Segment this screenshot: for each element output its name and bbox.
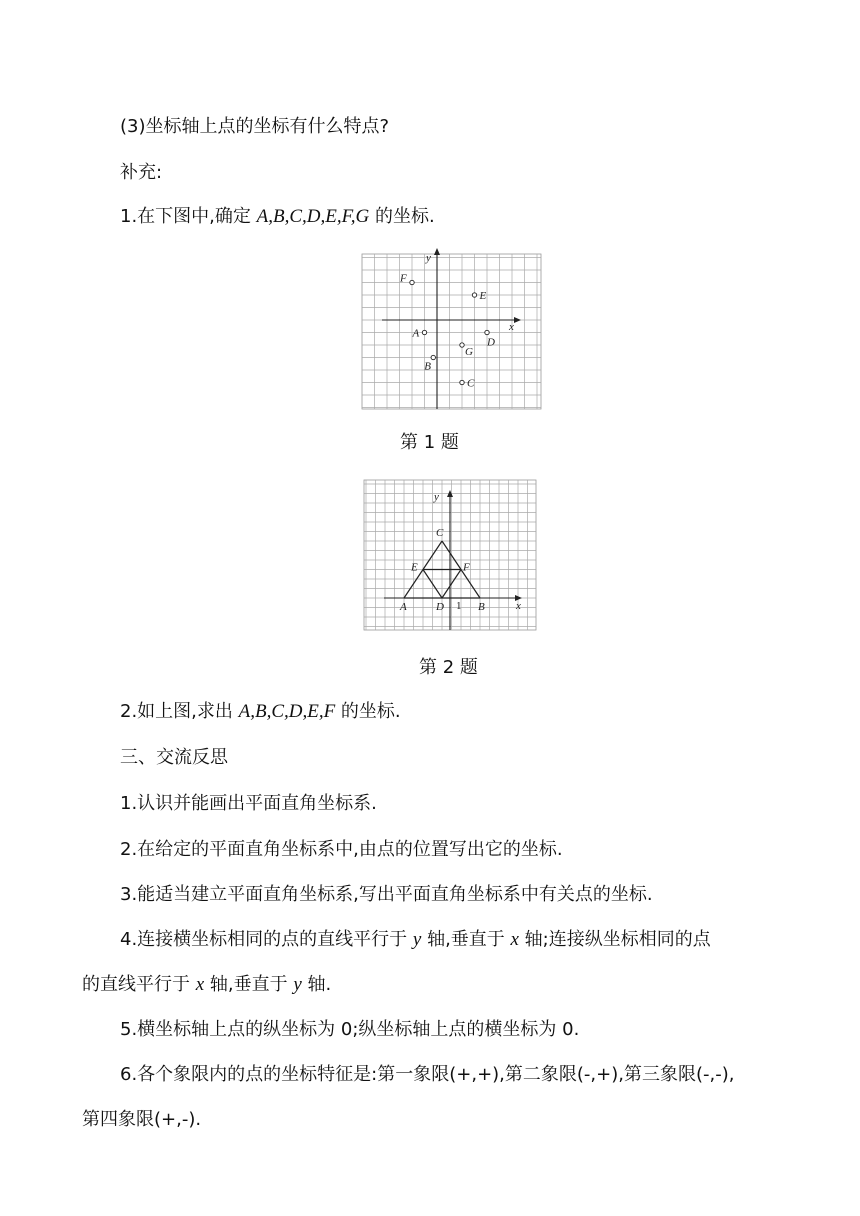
point-label-g: G xyxy=(465,346,473,358)
var-y: y xyxy=(293,974,302,995)
reflection-4-line-1 xyxy=(120,928,711,952)
exercise-1-points: A,B,C,D,E,F,G xyxy=(256,206,370,227)
point-a xyxy=(422,330,426,334)
exercise-2-prefix: 2.如上图,求出 xyxy=(120,701,239,722)
point-f xyxy=(410,280,414,284)
point-label-a: A xyxy=(412,327,420,340)
exercise-1-suffix: 的坐标. xyxy=(369,206,435,227)
reflection-4-text: 轴,垂直于 xyxy=(421,929,511,950)
figure-1-grid xyxy=(360,248,545,413)
figure-1-gridlines xyxy=(362,254,541,409)
point-c xyxy=(460,380,464,384)
question-3: (3)坐标轴上点的坐标有什么特点? xyxy=(120,116,390,137)
reflection-4-text: 的直线平行于 xyxy=(82,974,196,995)
y-axis-arrow xyxy=(434,248,440,255)
supplement-heading: 补充: xyxy=(120,162,163,183)
point-label-f: F xyxy=(463,561,470,574)
reflection-5: 5.横坐标轴上点的纵坐标为 0;纵坐标轴上点的横坐标为 0. xyxy=(120,1019,580,1040)
reflection-3: 3.能适当建立平面直角坐标系,写出平面直角坐标系中有关点的坐标. xyxy=(120,884,653,905)
reflection-4-text: 4.连接横坐标相同的点的直线平行于 xyxy=(120,929,413,950)
reflection-4-text: 轴;连接纵坐标相同的点 xyxy=(518,929,711,950)
exercise-1-prefix: 1.在下图中,确定 xyxy=(120,206,257,227)
reflection-6-line-2: 第四象限(+,-). xyxy=(82,1109,202,1130)
x-axis-label: x xyxy=(509,321,514,333)
reflection-6-line-1: 6.各个象限内的点的坐标特征是:第一象限(+,+),第二象限(-,+),第三象限(-,-), xyxy=(120,1064,735,1085)
figure-2-grid xyxy=(362,478,540,634)
reflection-1: 1.认识并能画出平面直角坐标系. xyxy=(120,793,377,814)
point-d xyxy=(485,330,489,334)
figure-2-caption: 第 2 题 xyxy=(419,657,478,678)
section-3-heading: 三、交流反思 xyxy=(120,747,228,768)
exercise-1 xyxy=(120,205,435,229)
figure-1-caption: 第 1 题 xyxy=(400,432,459,453)
var-x: x xyxy=(510,929,519,950)
point-label-e: E xyxy=(479,290,487,302)
point-label-c: C xyxy=(467,377,475,390)
point-e xyxy=(472,293,476,297)
reflection-4-line-2 xyxy=(82,973,331,997)
tick-label-one: 1 xyxy=(456,600,462,612)
exercise-2 xyxy=(120,700,401,724)
exercise-2-points: A,B,C,D,E,F xyxy=(238,701,336,722)
var-y: y xyxy=(412,929,422,950)
var-x: x xyxy=(195,974,205,995)
point-label-b: B xyxy=(478,601,485,613)
reflection-4-text: 轴,垂直于 xyxy=(204,974,294,995)
reflection-4-text: 轴. xyxy=(301,974,332,995)
point-label-b: B xyxy=(424,360,431,373)
grid-border xyxy=(362,254,541,409)
point-label-c: C xyxy=(436,527,444,539)
point-label-e: E xyxy=(411,561,418,574)
point-g xyxy=(460,343,464,347)
point-label-a: A xyxy=(400,601,407,613)
exercise-2-suffix: 的坐标. xyxy=(335,701,401,722)
point-label-d: D xyxy=(487,336,495,349)
y-axis-label: y xyxy=(426,252,431,264)
point-label-d: D xyxy=(436,601,444,613)
y-axis-label: y xyxy=(434,491,439,503)
reflection-2: 2.在给定的平面直角坐标系中,由点的位置写出它的坐标. xyxy=(120,839,563,860)
point-label-f: F xyxy=(400,272,407,285)
x-axis-label: x xyxy=(516,600,521,612)
point-b xyxy=(431,355,435,359)
